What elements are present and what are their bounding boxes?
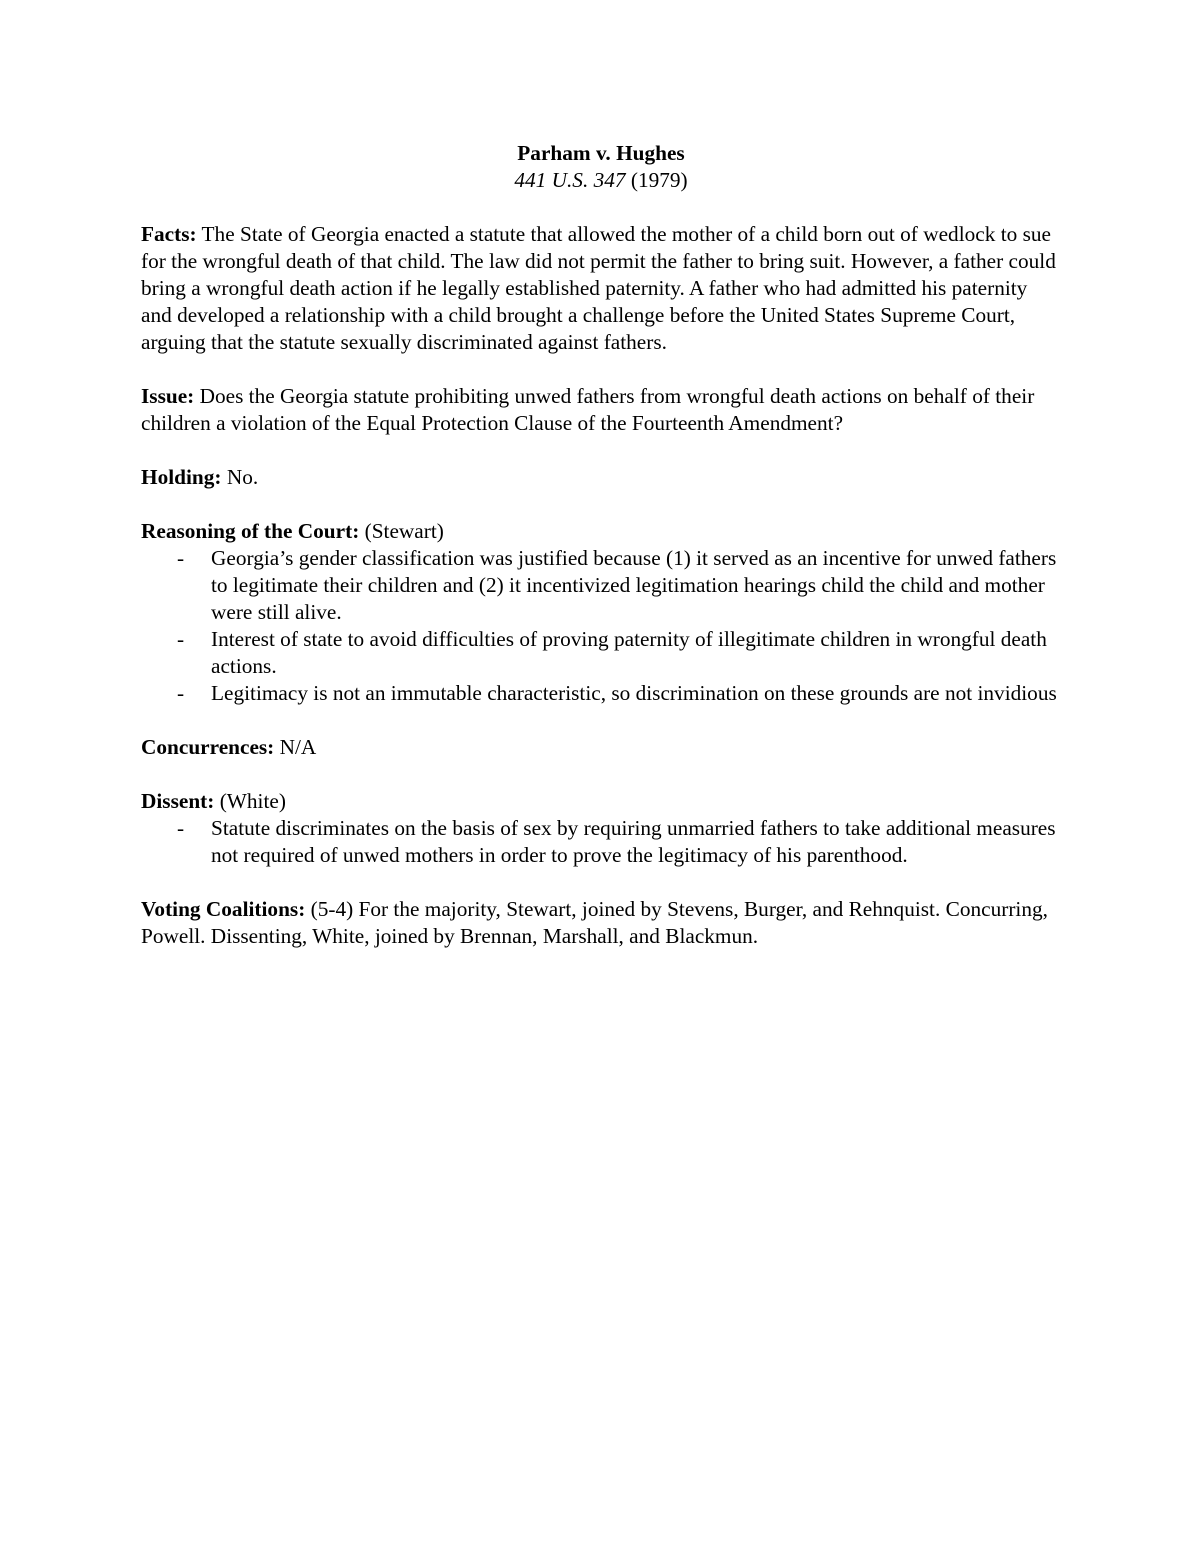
issue-text: Does the Georgia statute prohibiting unwed fathers from wrongful death actions on behalf of their children a violation of the Equal Protection Clause of the Fourteenth Amendment? xyxy=(141,384,1035,435)
holding-text: No. xyxy=(226,465,259,489)
citation-year: (1979) xyxy=(630,168,688,192)
bullet-dash: - xyxy=(177,627,185,651)
reasoning-bullet-text: Georgia’s gender classification was justified because (1) it served as an incentive for unwed fathers to legitimate their children and (2) it incentivized legitimation hearings child the child and mother were still alive. xyxy=(211,546,1057,624)
list-item xyxy=(141,680,1061,707)
facts-label: Facts: xyxy=(141,222,197,246)
voting-label: Voting Coalitions: xyxy=(141,897,306,921)
bullet-dash: - xyxy=(177,681,185,705)
issue-section xyxy=(141,383,1061,437)
list-item xyxy=(141,545,1061,626)
voting-section xyxy=(141,896,1061,950)
reasoning-bullet-text: Interest of state to avoid difficulties of proving paternity of illegitimate children in wrongful death actions. xyxy=(211,627,1047,678)
issue-label: Issue: xyxy=(141,384,195,408)
reasoning-section xyxy=(141,518,1061,707)
concurrences-text: N/A xyxy=(279,735,317,759)
reasoning-author: (Stewart) xyxy=(364,519,444,543)
case-title: Parham v. Hughes xyxy=(517,141,685,165)
reasoning-heading xyxy=(141,518,1061,545)
list-item xyxy=(141,626,1061,680)
reasoning-list xyxy=(141,545,1061,707)
list-item xyxy=(141,815,1061,869)
holding-section xyxy=(141,464,1061,491)
dissent-heading xyxy=(141,788,1061,815)
reasoning-label: Reasoning of the Court: xyxy=(141,519,360,543)
document-content xyxy=(141,140,1061,977)
title-block xyxy=(141,140,1061,194)
dissent-list xyxy=(141,815,1061,869)
facts-section xyxy=(141,221,1061,356)
dissent-bullet-text: Statute discriminates on the basis of sex by requiring unmarried fathers to take additional measures not required of unwed mothers in order to prove the legitimacy of his parenthood. xyxy=(211,816,1056,867)
holding-label: Holding: xyxy=(141,465,222,489)
dissent-section xyxy=(141,788,1061,869)
bullet-dash: - xyxy=(177,816,185,840)
citation xyxy=(141,167,1061,194)
citation-reporter: 441 U.S. 347 xyxy=(514,168,626,192)
reasoning-bullet-text: Legitimacy is not an immutable characteristic, so discrimination on these grounds are not invidious xyxy=(211,681,1057,705)
bullet-dash: - xyxy=(177,546,185,570)
dissent-label: Dissent: xyxy=(141,789,215,813)
voting-text: (5-4) For the majority, Stewart, joined by Stevens, Burger, and Rehnquist. Concurring, Powell. Dissenting, White, joined by Brennan, Marshall, and Blackmun. xyxy=(141,897,1048,948)
concurrences-label: Concurrences: xyxy=(141,735,275,759)
dissent-author: (White) xyxy=(219,789,286,813)
facts-text: The State of Georgia enacted a statute that allowed the mother of a child born out of wedlock to sue for the wrongful death of that child. The law did not permit the father to bring suit. However, a father could bring a wrongful death action if he legally established paternity. A father who had admitted his paternity and developed a relationship with a child brought a challenge before the United States Supreme Court, arguing that the statute sexually discriminated against fathers. xyxy=(141,222,1056,354)
concurrences-section xyxy=(141,734,1061,761)
